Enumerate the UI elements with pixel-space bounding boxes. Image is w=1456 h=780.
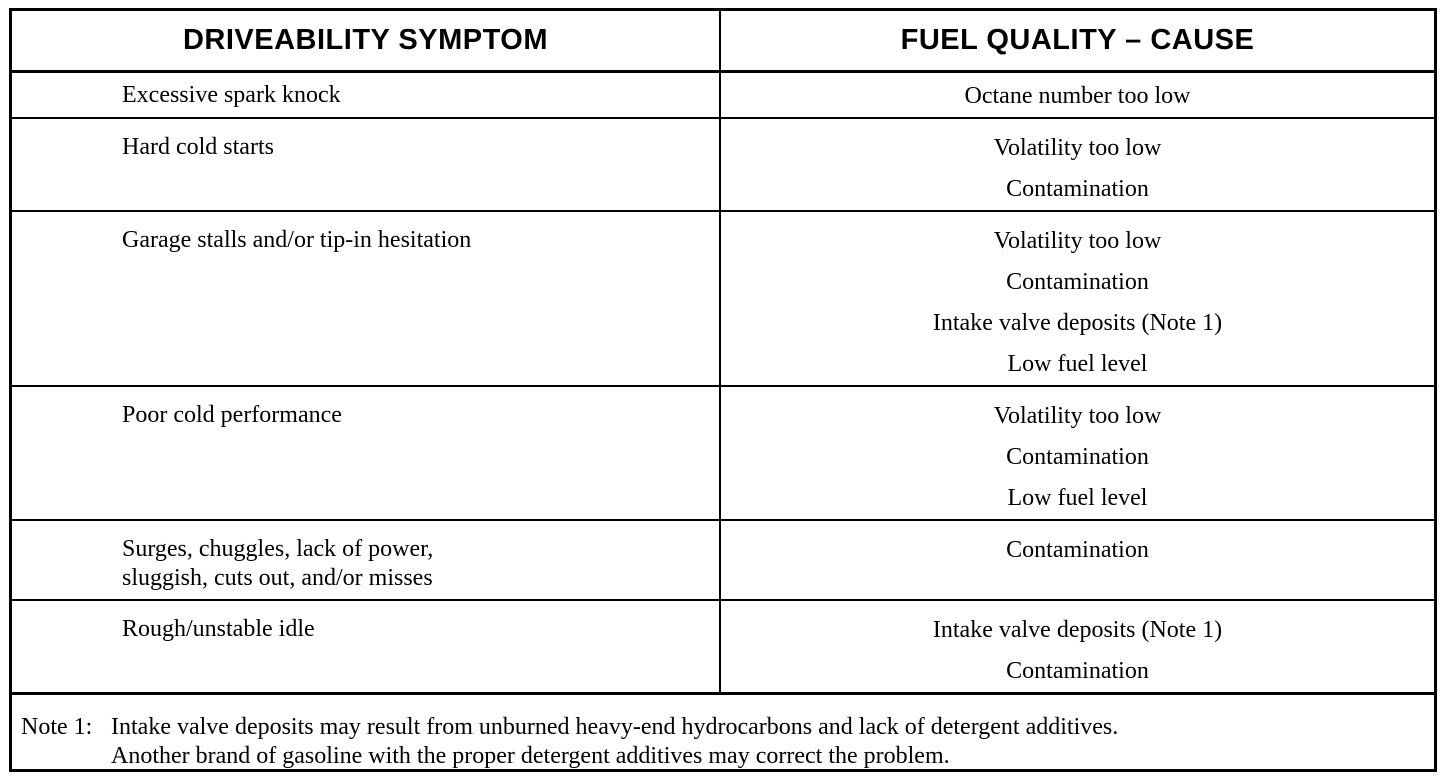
footnote xyxy=(12,695,1434,771)
symptom-cell xyxy=(12,118,720,211)
cause-item: Contamination xyxy=(1006,537,1149,563)
cause-item: Intake valve deposits (Note 1) xyxy=(932,617,1223,643)
symptom-line: Excessive spark knock xyxy=(122,81,341,108)
footnote-label: Note 1: xyxy=(21,714,93,740)
cause-item: Contamination xyxy=(1006,658,1149,684)
cause-item: Volatility too low xyxy=(993,403,1162,429)
fuel-quality-table-frame xyxy=(9,8,1437,772)
header-driveability-symptom: DRIVEABILITY SYMPTOM xyxy=(12,11,720,71)
symptom-cell xyxy=(12,71,720,118)
cause-item: Volatility too low xyxy=(993,135,1162,161)
symptom-cell xyxy=(12,211,720,386)
table-header-row xyxy=(12,11,1434,71)
causes-cell xyxy=(720,71,1434,118)
footnote-text xyxy=(111,713,1434,771)
cause-item: Contamination xyxy=(1006,176,1149,202)
table-row xyxy=(12,386,1434,520)
causes-cell xyxy=(720,211,1434,386)
table-row xyxy=(12,600,1434,694)
header-fuel-quality-cause: FUEL QUALITY – CAUSE xyxy=(720,11,1434,71)
symptom-line: Surges, chuggles, lack of power, xyxy=(122,536,434,562)
cause-item: Intake valve deposits (Note 1) xyxy=(932,310,1223,336)
causes-cell xyxy=(720,600,1434,694)
table-row xyxy=(12,211,1434,386)
symptom-cell xyxy=(12,600,720,694)
footnote-line: Another brand of gasoline with the proper detergent additives may correct the problem. xyxy=(111,743,950,769)
symptom-cell xyxy=(12,520,720,600)
cause-item: Contamination xyxy=(1006,269,1149,295)
causes-cell xyxy=(720,386,1434,520)
symptom-cell xyxy=(12,386,720,520)
footnote-line: Intake valve deposits may result from unburned heavy-end hydrocarbons and lack of detergent additives. xyxy=(111,714,1119,740)
cause-item: Volatility too low xyxy=(993,228,1162,254)
symptom-line: Garage stalls and/or tip-in hesitation xyxy=(122,227,472,253)
cause-item: Low fuel level xyxy=(1007,485,1148,511)
cause-item: Low fuel level xyxy=(1007,351,1148,377)
symptom-line: Poor cold performance xyxy=(122,402,342,428)
table-row xyxy=(12,71,1434,118)
cause-item: Contamination xyxy=(1006,444,1149,470)
table-row xyxy=(12,520,1434,600)
causes-cell xyxy=(720,520,1434,600)
symptom-line: sluggish, cuts out, and/or misses xyxy=(122,565,433,591)
fuel-quality-table xyxy=(12,11,1434,695)
causes-cell xyxy=(720,118,1434,211)
table-row xyxy=(12,118,1434,211)
symptom-line: Rough/unstable idle xyxy=(122,616,315,642)
cause-item: Octane number too low xyxy=(964,82,1191,109)
symptom-line: Hard cold starts xyxy=(122,134,274,160)
